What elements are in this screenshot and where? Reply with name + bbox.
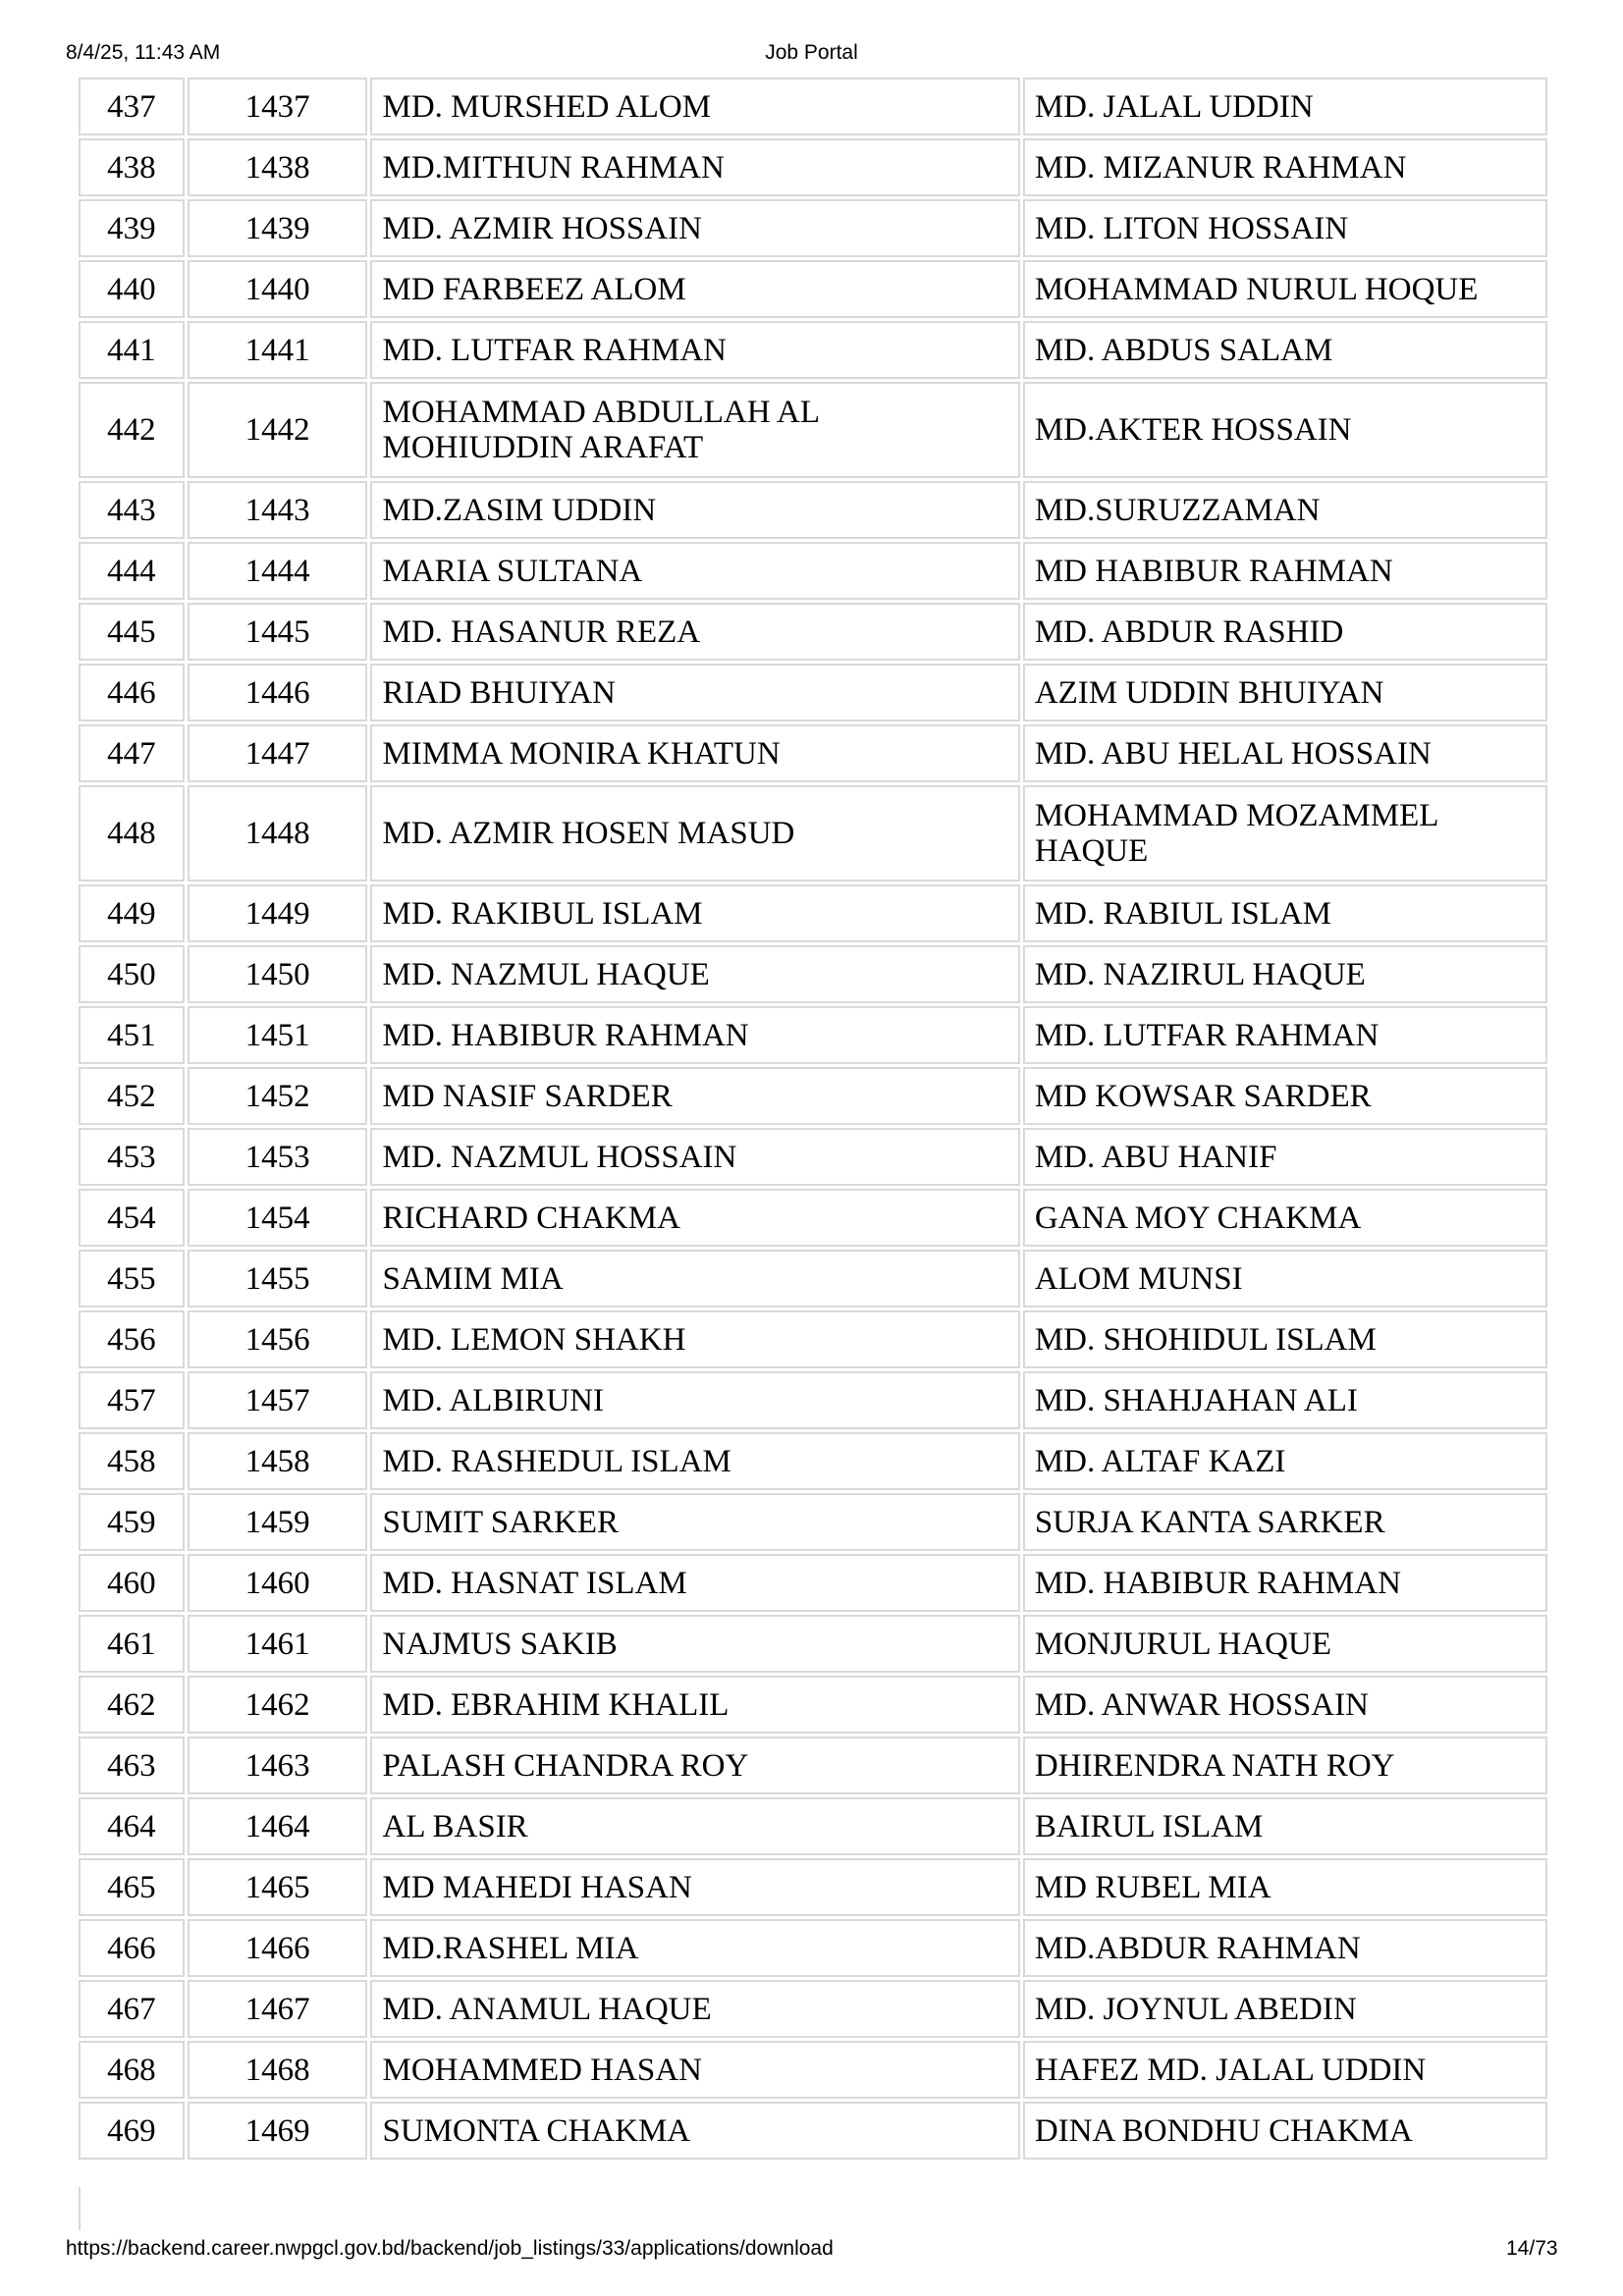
father-name-cell: MD. JALAL UDDIN xyxy=(1023,78,1547,135)
serial-cell: 457 xyxy=(79,1371,185,1429)
serial-cell: 453 xyxy=(79,1128,185,1186)
roll-cell: 1458 xyxy=(188,1432,368,1490)
roll-cell: 1462 xyxy=(188,1676,368,1734)
roll-cell: 1465 xyxy=(188,1858,368,1916)
serial-cell: 447 xyxy=(79,724,185,782)
table-row xyxy=(79,321,1547,379)
roll-cell: 1461 xyxy=(188,1615,368,1673)
serial-cell: 468 xyxy=(79,2041,185,2099)
table-row xyxy=(79,1493,1547,1551)
roll-cell: 1460 xyxy=(188,1554,368,1612)
applicant-name-cell: MD. AZMIR HOSEN MASUD xyxy=(370,785,1019,881)
table-row xyxy=(79,481,1547,539)
applicant-name-cell: MD. LEMON SHAKH xyxy=(370,1310,1019,1368)
serial-cell: 462 xyxy=(79,1676,185,1734)
father-name-cell: MD. ABDUS SALAM xyxy=(1023,321,1547,379)
footer-url: https://backend.career.nwpgcl.gov.bd/backend/job_listings/33/applications/download xyxy=(66,2237,834,2260)
father-name-cell: MD. ABU HANIF xyxy=(1023,1128,1547,1186)
father-name-cell: GANA MOY CHAKMA xyxy=(1023,1189,1547,1247)
table-row xyxy=(79,1128,1547,1186)
table-row xyxy=(79,1432,1547,1490)
applicant-name-cell: MD. ANAMUL HAQUE xyxy=(370,1980,1019,2038)
roll-cell: 1443 xyxy=(188,481,368,539)
father-name-cell: MD. ABU HELAL HOSSAIN xyxy=(1023,724,1547,782)
serial-cell: 444 xyxy=(79,542,185,600)
applicant-name-cell: MARIA SULTANA xyxy=(370,542,1019,600)
roll-cell: 1449 xyxy=(188,884,368,942)
father-name-cell: MD.SURUZZAMAN xyxy=(1023,481,1547,539)
table-row xyxy=(79,603,1547,661)
roll-cell: 1447 xyxy=(188,724,368,782)
applicant-name-cell: MD. NAZMUL HAQUE xyxy=(370,945,1019,1003)
table-row xyxy=(79,542,1547,600)
father-name-cell: MD. JOYNUL ABEDIN xyxy=(1023,1980,1547,2038)
father-name-cell: BAIRUL ISLAM xyxy=(1023,1797,1547,1855)
father-name-cell: AZIM UDDIN BHUIYAN xyxy=(1023,664,1547,721)
serial-cell: 449 xyxy=(79,884,185,942)
father-name-cell: MD. HABIBUR RAHMAN xyxy=(1023,1554,1547,1612)
applicant-name-cell: MD.MITHUN RAHMAN xyxy=(370,138,1019,196)
applicant-name-cell: SAMIM MIA xyxy=(370,1250,1019,1308)
table-row xyxy=(79,1980,1547,2038)
table-row xyxy=(79,785,1547,881)
page-number: 14/73 xyxy=(1506,2237,1558,2260)
father-name-cell: MD. SHAHJAHAN ALI xyxy=(1023,1371,1547,1429)
applicant-name-cell: MD. RAKIBUL ISLAM xyxy=(370,884,1019,942)
roll-cell: 1446 xyxy=(188,664,368,721)
page-title: Job Portal xyxy=(765,41,858,64)
serial-cell: 467 xyxy=(79,1980,185,2038)
roll-cell: 1437 xyxy=(188,78,368,135)
table-row xyxy=(79,2041,1547,2099)
father-name-cell: MD.ABDUR RAHMAN xyxy=(1023,1919,1547,1977)
serial-cell: 456 xyxy=(79,1310,185,1368)
father-name-cell: HAFEZ MD. JALAL UDDIN xyxy=(1023,2041,1547,2099)
father-name-cell: MD. ALTAF KAZI xyxy=(1023,1432,1547,1490)
table-row xyxy=(79,382,1547,478)
roll-cell: 1441 xyxy=(188,321,368,379)
table-continuation-border xyxy=(79,2187,81,2230)
applicant-name-cell: MOHAMMAD ABDULLAH AL MOHIUDDIN ARAFAT xyxy=(370,382,1019,478)
applicant-name-cell: MD. ALBIRUNI xyxy=(370,1371,1019,1429)
table-row xyxy=(79,1189,1547,1247)
applicants-table-body xyxy=(79,78,1547,2160)
table-row xyxy=(79,1067,1547,1125)
roll-cell: 1464 xyxy=(188,1797,368,1855)
roll-cell: 1451 xyxy=(188,1006,368,1064)
serial-cell: 442 xyxy=(79,382,185,478)
roll-cell: 1448 xyxy=(188,785,368,881)
roll-cell: 1438 xyxy=(188,138,368,196)
serial-cell: 438 xyxy=(79,138,185,196)
table-row xyxy=(79,1919,1547,1977)
serial-cell: 454 xyxy=(79,1189,185,1247)
serial-cell: 469 xyxy=(79,2102,185,2160)
father-name-cell: MOHAMMAD MOZAMMEL HAQUE xyxy=(1023,785,1547,881)
roll-cell: 1455 xyxy=(188,1250,368,1308)
applicant-name-cell: RICHARD CHAKMA xyxy=(370,1189,1019,1247)
table-row xyxy=(79,1006,1547,1064)
applicant-name-cell: MD. NAZMUL HOSSAIN xyxy=(370,1128,1019,1186)
roll-cell: 1450 xyxy=(188,945,368,1003)
applicant-name-cell: MD. LUTFAR RAHMAN xyxy=(370,321,1019,379)
father-name-cell: MD KOWSAR SARDER xyxy=(1023,1067,1547,1125)
roll-cell: 1459 xyxy=(188,1493,368,1551)
serial-cell: 437 xyxy=(79,78,185,135)
table-row xyxy=(79,1310,1547,1368)
serial-cell: 466 xyxy=(79,1919,185,1977)
father-name-cell: MD HABIBUR RAHMAN xyxy=(1023,542,1547,600)
roll-cell: 1456 xyxy=(188,1310,368,1368)
serial-cell: 455 xyxy=(79,1250,185,1308)
serial-cell: 448 xyxy=(79,785,185,881)
applicant-name-cell: MD.RASHEL MIA xyxy=(370,1919,1019,1977)
father-name-cell: MONJURUL HAQUE xyxy=(1023,1615,1547,1673)
serial-cell: 460 xyxy=(79,1554,185,1612)
serial-cell: 446 xyxy=(79,664,185,721)
table-row xyxy=(79,1371,1547,1429)
table-row xyxy=(79,1736,1547,1794)
roll-cell: 1439 xyxy=(188,199,368,257)
serial-cell: 465 xyxy=(79,1858,185,1916)
applicants-table xyxy=(76,75,1550,2163)
roll-cell: 1467 xyxy=(188,1980,368,2038)
applicant-name-cell: MD FARBEEZ ALOM xyxy=(370,260,1019,318)
roll-cell: 1468 xyxy=(188,2041,368,2099)
table-row xyxy=(79,78,1547,135)
roll-cell: 1453 xyxy=(188,1128,368,1186)
roll-cell: 1445 xyxy=(188,603,368,661)
table-row xyxy=(79,1676,1547,1734)
father-name-cell: MD. SHOHIDUL ISLAM xyxy=(1023,1310,1547,1368)
table-row xyxy=(79,1797,1547,1855)
applicant-name-cell: MD. HABIBUR RAHMAN xyxy=(370,1006,1019,1064)
applicant-name-cell: MD NASIF SARDER xyxy=(370,1067,1019,1125)
serial-cell: 464 xyxy=(79,1797,185,1855)
applicants-table-container xyxy=(79,75,1551,2163)
table-row xyxy=(79,945,1547,1003)
applicant-name-cell: SUMONTA CHAKMA xyxy=(370,2102,1019,2160)
table-row xyxy=(79,260,1547,318)
applicant-name-cell: SUMIT SARKER xyxy=(370,1493,1019,1551)
applicant-name-cell: MIMMA MONIRA KHATUN xyxy=(370,724,1019,782)
roll-cell: 1440 xyxy=(188,260,368,318)
serial-cell: 451 xyxy=(79,1006,185,1064)
father-name-cell: SURJA KANTA SARKER xyxy=(1023,1493,1547,1551)
serial-cell: 450 xyxy=(79,945,185,1003)
serial-cell: 443 xyxy=(79,481,185,539)
table-row xyxy=(79,664,1547,721)
father-name-cell: DHIRENDRA NATH ROY xyxy=(1023,1736,1547,1794)
serial-cell: 461 xyxy=(79,1615,185,1673)
applicant-name-cell: MD. RASHEDUL ISLAM xyxy=(370,1432,1019,1490)
applicant-name-cell: PALASH CHANDRA ROY xyxy=(370,1736,1019,1794)
applicant-name-cell: MD. HASNAT ISLAM xyxy=(370,1554,1019,1612)
father-name-cell: MD. RABIUL ISLAM xyxy=(1023,884,1547,942)
roll-cell: 1463 xyxy=(188,1736,368,1794)
serial-cell: 439 xyxy=(79,199,185,257)
father-name-cell: MD. LITON HOSSAIN xyxy=(1023,199,1547,257)
father-name-cell: MD.AKTER HOSSAIN xyxy=(1023,382,1547,478)
table-row xyxy=(79,1250,1547,1308)
serial-cell: 452 xyxy=(79,1067,185,1125)
print-datetime: 8/4/25, 11:43 AM xyxy=(66,41,221,64)
table-row xyxy=(79,1554,1547,1612)
applicant-name-cell: NAJMUS SAKIB xyxy=(370,1615,1019,1673)
serial-cell: 441 xyxy=(79,321,185,379)
applicant-name-cell: MD. HASANUR REZA xyxy=(370,603,1019,661)
applicant-name-cell: MD MAHEDI HASAN xyxy=(370,1858,1019,1916)
roll-cell: 1457 xyxy=(188,1371,368,1429)
applicant-name-cell: MD. MURSHED ALOM xyxy=(370,78,1019,135)
serial-cell: 440 xyxy=(79,260,185,318)
applicant-name-cell: MD.ZASIM UDDIN xyxy=(370,481,1019,539)
table-row xyxy=(79,1615,1547,1673)
serial-cell: 463 xyxy=(79,1736,185,1794)
serial-cell: 458 xyxy=(79,1432,185,1490)
table-row xyxy=(79,724,1547,782)
applicant-name-cell: RIAD BHUIYAN xyxy=(370,664,1019,721)
applicant-name-cell: MOHAMMED HASAN xyxy=(370,2041,1019,2099)
roll-cell: 1442 xyxy=(188,382,368,478)
serial-cell: 445 xyxy=(79,603,185,661)
roll-cell: 1466 xyxy=(188,1919,368,1977)
table-row xyxy=(79,199,1547,257)
father-name-cell: MD. ANWAR HOSSAIN xyxy=(1023,1676,1547,1734)
table-row xyxy=(79,2102,1547,2160)
father-name-cell: MD. NAZIRUL HAQUE xyxy=(1023,945,1547,1003)
applicant-name-cell: AL BASIR xyxy=(370,1797,1019,1855)
roll-cell: 1444 xyxy=(188,542,368,600)
table-row xyxy=(79,138,1547,196)
father-name-cell: DINA BONDHU CHAKMA xyxy=(1023,2102,1547,2160)
table-row xyxy=(79,1858,1547,1916)
roll-cell: 1469 xyxy=(188,2102,368,2160)
serial-cell: 459 xyxy=(79,1493,185,1551)
table-row xyxy=(79,884,1547,942)
father-name-cell: MD. MIZANUR RAHMAN xyxy=(1023,138,1547,196)
father-name-cell: MD. LUTFAR RAHMAN xyxy=(1023,1006,1547,1064)
father-name-cell: MOHAMMAD NURUL HOQUE xyxy=(1023,260,1547,318)
roll-cell: 1452 xyxy=(188,1067,368,1125)
father-name-cell: MD RUBEL MIA xyxy=(1023,1858,1547,1916)
father-name-cell: MD. ABDUR RASHID xyxy=(1023,603,1547,661)
applicant-name-cell: MD. EBRAHIM KHALIL xyxy=(370,1676,1019,1734)
applicant-name-cell: MD. AZMIR HOSSAIN xyxy=(370,199,1019,257)
roll-cell: 1454 xyxy=(188,1189,368,1247)
father-name-cell: ALOM MUNSI xyxy=(1023,1250,1547,1308)
